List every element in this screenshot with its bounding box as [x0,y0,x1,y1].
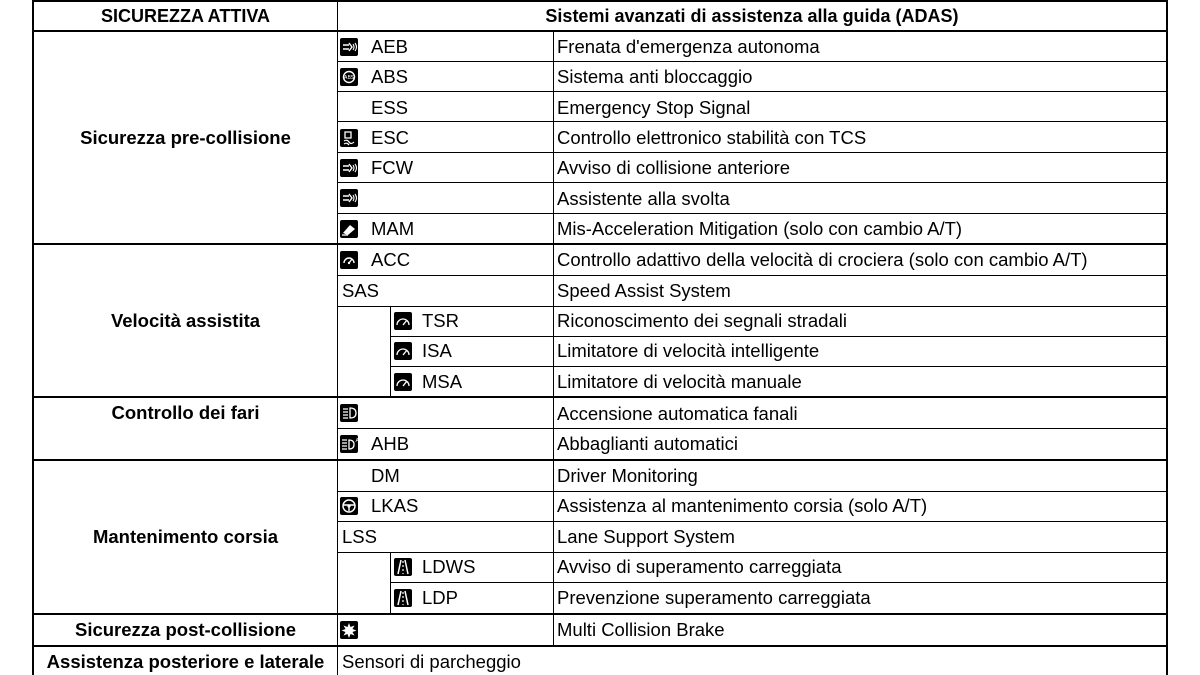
lane-icon [394,558,412,576]
hline-group-3 [32,459,1168,461]
hline-group-2 [32,396,1168,398]
row-desc: Abbaglianti automatici [557,433,738,454]
group-lane-keeping: Mantenimento corsia [92,526,279,547]
hline-row [337,91,1168,92]
hline-row [337,428,1168,429]
hline-row [337,521,1168,522]
row-code: ISA [422,340,452,361]
hline-top [32,0,1168,2]
border-right [1166,0,1168,675]
row-desc: Lane Support System [557,526,735,547]
adas-table [32,0,1168,675]
row-code: LDWS [422,556,476,577]
row-code: TSR [422,310,459,331]
hline-row [390,582,1168,583]
row-desc: Riconoscimento dei segnali stradali [557,310,847,331]
row-desc: Accensione automatica fanali [557,403,798,424]
hline-row [337,491,1168,492]
hline-row [337,121,1168,122]
hline-row [337,552,1168,553]
headlight-icon [340,404,358,422]
group-headlights: Controllo dei fari [111,402,260,423]
row-code: ACC [371,249,411,270]
hline-group-5 [32,645,1168,647]
abs-icon [340,68,358,86]
pedal-icon [340,220,358,238]
row-desc: Multi Collision Brake [557,619,725,640]
collision-warning-icon [340,189,358,207]
group-rear-side: Assistenza posteriore e laterale [46,651,325,672]
stability-control-icon [340,129,358,147]
cruise-control-icon [340,251,358,269]
collision-warning-icon [340,38,358,56]
row-code: ESS [371,97,409,118]
speedometer-icon [394,373,412,391]
collision-burst-icon [340,621,358,639]
row-code: DM [371,465,400,486]
row-code: ABS [371,66,409,87]
auto-high-beam-icon [340,435,358,453]
hline-row [337,182,1168,183]
hline-row [337,275,1168,276]
steering-wheel-icon [340,497,358,515]
group-post-collision: Sicurezza post-collisione [74,619,297,640]
row-desc: Mis-Acceleration Mitigation (solo con cambio A/T) [557,218,963,239]
divider-col3 [553,31,554,646]
row-desc: Assistente alla svolta [557,188,730,209]
hline-group-1 [32,243,1168,245]
hline-group-4 [32,613,1168,615]
divider-sub [390,306,391,397]
divider-col1 [337,0,338,675]
border-left [32,0,34,675]
hline-row [390,366,1168,367]
hline-row [390,336,1168,337]
row-code: AEB [371,36,409,57]
row-desc: Controllo adattivo della velocità di crociera (solo con cambio A/T) [557,249,1088,270]
row-desc: Speed Assist System [557,280,731,301]
hline-row [337,213,1168,214]
row-desc: Assistenza al mantenimento corsia (solo A/T) [557,495,928,516]
row-desc: Frenata d'emergenza autonoma [557,36,820,57]
row-code: FCW [371,157,414,178]
row-code: LDP [422,587,458,608]
header-active-safety: SICUREZZA ATTIVA [101,6,270,26]
row-desc: Sistema anti bloccaggio [557,66,753,87]
hline-row [337,306,1168,307]
row-desc: Limitatore di velocità intelligente [557,340,820,361]
hline-header [32,30,1168,32]
row-desc: Limitatore di velocità manuale [557,371,802,392]
row-desc: Prevenzione superamento carreggiata [557,587,871,608]
svg-text:ABS: ABS [344,75,354,81]
row-code: LSS [342,526,377,547]
row-desc: Controllo elettronico stabilità con TCS [557,127,867,148]
collision-warning-icon [340,159,358,177]
row-desc: Avviso di collisione anteriore [557,157,791,178]
row-code: SAS [342,280,380,301]
speedometer-icon [394,342,412,360]
svg-text:A: A [355,438,359,444]
row-desc: Avviso di superamento carreggiata [557,556,842,577]
speedometer-icon [394,312,412,330]
row-code: AHB [371,433,410,454]
rear-side-desc: Sensori di parcheggio [342,651,521,672]
lane-icon [394,589,412,607]
hline-row [337,152,1168,153]
row-desc: Emergency Stop Signal [557,97,751,118]
header-adas: Sistemi avanzati di assistenza alla guida (ADAS) [545,6,959,26]
group-pre-collision: Sicurezza pre-collisione [80,127,291,148]
row-code: MAM [371,218,415,239]
row-code: LKAS [371,495,419,516]
row-desc: Driver Monitoring [557,465,698,486]
hline-row [337,61,1168,62]
row-code: MSA [422,371,463,392]
group-assisted-speed: Velocità assistita [110,310,261,331]
row-code: ESC [371,127,410,148]
